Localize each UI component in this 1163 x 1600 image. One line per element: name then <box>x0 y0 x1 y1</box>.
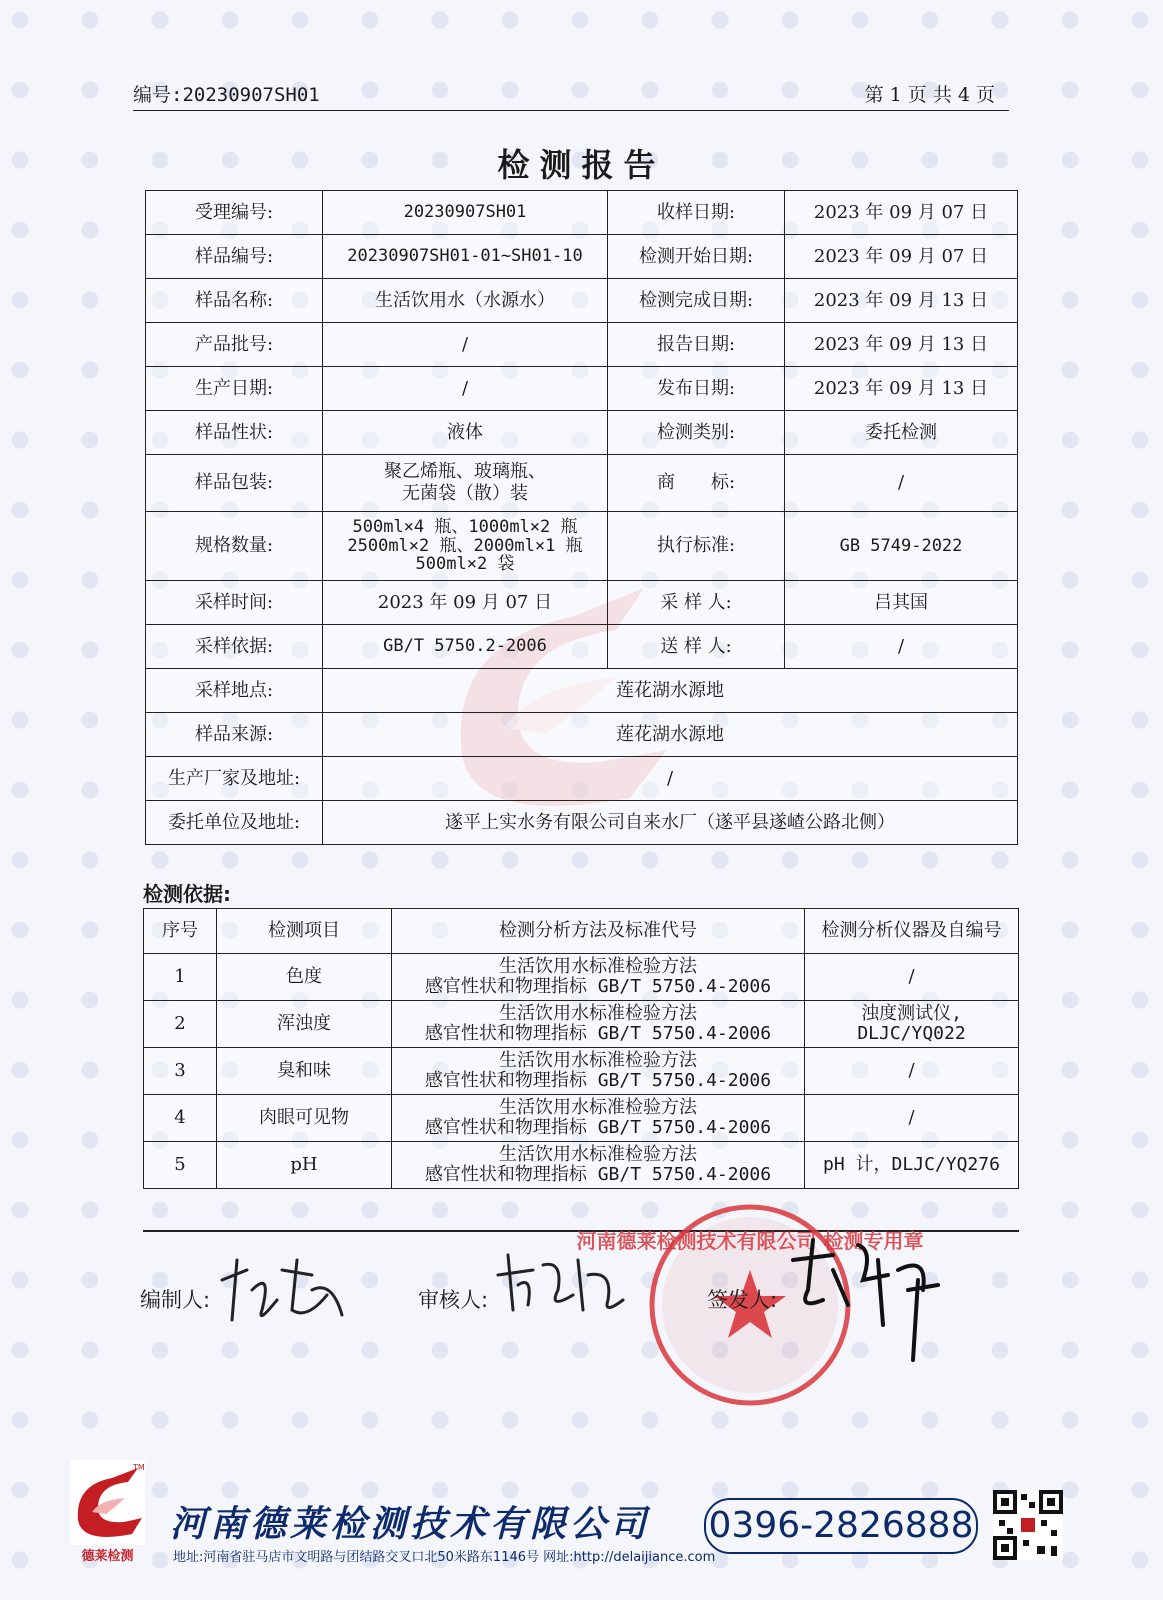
release-date-value: 2023 年 09 月 13 日 <box>785 367 1018 411</box>
test-basis-table <box>143 908 1019 1189</box>
row-no: 1 <box>144 954 217 1001</box>
sampler-label: 采 样 人: <box>608 581 785 625</box>
sampling-site-value: 莲花湖水源地 <box>323 669 1018 713</box>
receipt-date-label: 收样日期: <box>608 191 785 235</box>
manufacturer-value: / <box>323 757 1018 801</box>
compiler-label: 编制人: <box>140 1288 211 1312</box>
row-method <box>392 1142 805 1189</box>
packaging-line-1: 聚乙烯瓶、玻璃瓶、 <box>384 461 546 483</box>
logo-text: 德莱检测 <box>81 1549 134 1564</box>
instrument-line-2: DLJC/YQ022 <box>857 1023 966 1044</box>
table-row <box>146 411 1018 455</box>
row-instrument <box>805 1001 1019 1048</box>
column-header: 检测分析方法及标准代号 <box>392 909 805 954</box>
method-line-1: 生活饮用水标准检验方法 <box>499 1144 697 1166</box>
row-instrument: pH 计，DLJC/YQ276 <box>805 1142 1019 1189</box>
table-row <box>146 669 1018 713</box>
row-method <box>392 1095 805 1142</box>
sampling-basis-value: GB/T 5750.2-2006 <box>323 625 608 669</box>
test-start-value: 2023 年 09 月 07 日 <box>785 235 1018 279</box>
batch-value: / <box>323 323 608 367</box>
sample-source-value: 莲花湖水源地 <box>323 713 1018 757</box>
table-row <box>144 1142 1019 1189</box>
receipt-date-value: 2023 年 09 月 07 日 <box>785 191 1018 235</box>
client-value: 遂平上实水务有限公司自来水厂（遂平县遂嵖公路北侧） <box>323 801 1018 845</box>
release-date-label: 发布日期: <box>608 367 785 411</box>
table-row <box>146 757 1018 801</box>
header-divider <box>133 110 1009 111</box>
sampler-value: 吕其国 <box>785 581 1018 625</box>
spec-line-1: 500ml×4 瓶、1000ml×2 瓶 <box>352 516 578 537</box>
sample-no-value: 20230907SH01-01~SH01-10 <box>323 235 608 279</box>
compiler-signature <box>212 1240 352 1330</box>
row-no: 3 <box>144 1048 217 1095</box>
table-row <box>146 581 1018 625</box>
report-date-value: 2023 年 09 月 13 日 <box>785 323 1018 367</box>
row-item: 臭和味 <box>217 1048 392 1095</box>
instrument-line-1: 浊度测试仪, <box>861 1003 962 1025</box>
row-item: 色度 <box>217 954 392 1001</box>
row-instrument: / <box>805 1048 1019 1095</box>
sender-value: / <box>785 625 1018 669</box>
table-row <box>146 235 1018 279</box>
spec-value <box>323 512 608 581</box>
row-method <box>392 1048 805 1095</box>
company-name: 河南德莱检测技术有限公司 <box>170 1504 651 1545</box>
table-row <box>144 1095 1019 1142</box>
batch-label: 产品批号: <box>146 323 323 367</box>
spec-label: 规格数量: <box>146 512 323 581</box>
prod-date-value: / <box>323 367 608 411</box>
test-end-value: 2023 年 09 月 13 日 <box>785 279 1018 323</box>
spec-line-3: 500ml×2 袋 <box>415 554 515 575</box>
test-end-label: 检测完成日期: <box>608 279 785 323</box>
packaging-line-2: 无菌袋（散）装 <box>402 483 528 504</box>
sender-label: 送 样 人: <box>608 625 785 669</box>
issuer-signature <box>778 1230 948 1370</box>
report-number: 编号:20230907SH01 <box>133 84 320 106</box>
report-title: 检测报告 <box>497 146 666 184</box>
trademark-label: 商 标: <box>608 455 785 512</box>
table-row <box>144 1048 1019 1095</box>
column-header: 检测分析仪器及自编号 <box>805 909 1019 954</box>
table-row <box>146 455 1018 512</box>
company-address: 地址:河南省驻马店市文明路与团结路交叉口北50米路东1146号 网址:http://delaijiance.com <box>173 1550 716 1565</box>
sample-info-table <box>145 190 1018 845</box>
basis-section-title: 检测依据: <box>143 882 231 906</box>
test-start-label: 检测开始日期: <box>608 235 785 279</box>
method-line-2: 感官性状和物理指标 GB/T 5750.4-2006 <box>424 1164 772 1185</box>
logo-tm: TM <box>133 1463 145 1472</box>
column-header: 检测项目 <box>217 909 392 954</box>
packaging-value <box>323 455 608 512</box>
row-instrument: / <box>805 1095 1019 1142</box>
stamp-text: 河南德莱检测技术有限公司 检测专用章 <box>576 1229 924 1253</box>
method-line-2: 感官性状和物理指标 GB/T 5750.4-2006 <box>424 976 772 997</box>
sample-state-value: 液体 <box>323 411 608 455</box>
sample-name-value: 生活饮用水（水源水） <box>323 279 608 323</box>
manufacturer-label: 生产厂家及地址: <box>146 757 323 801</box>
trademark-value: / <box>785 455 1018 512</box>
sample-name-label: 样品名称: <box>146 279 323 323</box>
table-row <box>144 954 1019 1001</box>
table-row <box>146 625 1018 669</box>
client-label: 委托单位及地址: <box>146 801 323 845</box>
method-line-2: 感官性状和物理指标 GB/T 5750.4-2006 <box>424 1070 772 1091</box>
row-no: 5 <box>144 1142 217 1189</box>
row-item: 浑浊度 <box>217 1001 392 1048</box>
qr-code-icon <box>993 1490 1063 1560</box>
acceptance-no-value: 20230907SH01 <box>323 191 608 235</box>
row-item: 肉眼可见物 <box>217 1095 392 1142</box>
sampling-basis-label: 采样依据: <box>146 625 323 669</box>
table-row <box>144 1001 1019 1048</box>
sampling-time-value: 2023 年 09 月 07 日 <box>323 581 608 625</box>
table-header-row <box>144 909 1019 954</box>
acceptance-no-label: 受理编号: <box>146 191 323 235</box>
method-line-1: 生活饮用水标准检验方法 <box>499 956 697 978</box>
method-line-1: 生活饮用水标准检验方法 <box>499 1003 697 1025</box>
method-line-2: 感官性状和物理指标 GB/T 5750.4-2006 <box>424 1023 772 1044</box>
method-line-1: 生活饮用水标准检验方法 <box>499 1097 697 1119</box>
test-type-value: 委托检测 <box>785 411 1018 455</box>
test-type-label: 检测类别: <box>608 411 785 455</box>
company-logo-icon <box>70 1460 145 1545</box>
row-no: 4 <box>144 1095 217 1142</box>
issuer-label: 签发人: <box>707 1288 778 1312</box>
sampling-site-label: 采样地点: <box>146 669 323 713</box>
table-row <box>146 512 1018 581</box>
prod-date-label: 生产日期: <box>146 367 323 411</box>
sample-source-label: 样品来源: <box>146 713 323 757</box>
reviewer-label: 审核人: <box>418 1288 489 1312</box>
page-info: 第 1 页 共 4 页 <box>864 84 995 106</box>
report-date-label: 报告日期: <box>608 323 785 367</box>
packaging-label: 样品包装: <box>146 455 323 512</box>
table-row <box>146 367 1018 411</box>
standard-value: GB 5749-2022 <box>785 512 1018 581</box>
method-line-2: 感官性状和物理指标 GB/T 5750.4-2006 <box>424 1117 772 1138</box>
row-no: 2 <box>144 1001 217 1048</box>
row-method <box>392 1001 805 1048</box>
company-phone: 0396-2826888 <box>704 1498 978 1554</box>
table-row <box>146 279 1018 323</box>
table-row <box>146 713 1018 757</box>
method-line-1: 生活饮用水标准检验方法 <box>499 1050 697 1072</box>
table-row <box>146 323 1018 367</box>
sample-state-label: 样品性状: <box>146 411 323 455</box>
sampling-time-label: 采样时间: <box>146 581 323 625</box>
table-row <box>146 191 1018 235</box>
row-instrument: / <box>805 954 1019 1001</box>
standard-label: 执行标准: <box>608 512 785 581</box>
table-row <box>146 801 1018 845</box>
sample-no-label: 样品编号: <box>146 235 323 279</box>
column-header: 序号 <box>144 909 217 954</box>
row-method <box>392 954 805 1001</box>
spec-line-2: 2500ml×2 瓶、2000ml×1 瓶 <box>347 535 583 556</box>
row-item: pH <box>217 1142 392 1189</box>
